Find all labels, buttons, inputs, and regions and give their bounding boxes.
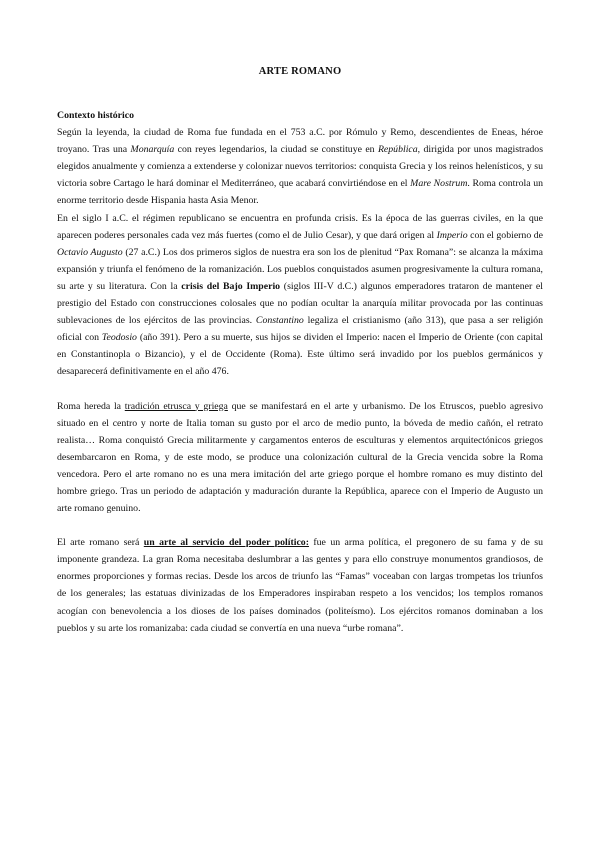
- emphasis-mare-nostrum: Mare Nostrum: [410, 178, 468, 190]
- paragraph-historical-context-1: [57, 124, 543, 209]
- text-run: Roma hereda la: [57, 400, 125, 412]
- emphasis-teodosio: Teodosio: [101, 332, 137, 344]
- bold-crisis-bajo-imperio: crisis del Bajo Imperio: [181, 280, 281, 292]
- text-run: . Roma controla un enorme territorio desde Hispania hasta Asia Menor.: [57, 178, 544, 207]
- paragraph-historical-context-2: [57, 210, 543, 381]
- text-run: que se manifestará en el arte y urbanismo. De los Etruscos, pueblo agresivo situado en el centro y norte de Italia toman su gusto por el arco de medio punto, la bóveda de medio cañón, el retrato realista… Roma conquistó Grecia militarmente y cargamentos enteros de esculturas y elementos arquitectónicos griegos desembarcaron en Roma, y de este modo, se produce una colonización cultural de la Grecia vencida sobre la Roma vencedora. Pero el arte romano no es una mera imitación del arte griego porque el hombre romano es muy distinto del hombre griego. Tras un periodo de adaptación y maduración durante la República, aparece con el Imperio de Augusto un arte romano genuino.: [57, 400, 543, 515]
- text-run: (27 a.C.) Los dos primeros siglos de nuestra era son los de plenitud “Pax Romana”: se alcanza la máxima expansión y triunfa el fenómeno de la romanización. Los pueblos conquistados asumen progresivamente la cultura romana, su arte y su literatura. Con la: [57, 246, 543, 292]
- text-run: con el gobierno de: [467, 229, 543, 241]
- text-run: Según la leyenda, la ciudad de Roma fue fundada en el 753 a.C. por Rómulo y Remo, descendientes de Eneas, héroe troyano. Tras una: [57, 127, 543, 156]
- text-run: fue un arma política, el pregonero de su fama y de su imponente grandeza. La gran Roma necesitaba deslumbrar a las gentes y para ello construye monumentos grandiosos, de enormes proporciones y formas recias. Desde los arcos de triunfo las “Famas” voceaban con largas trompetas los triunfos de los generales; las estatuas divinizadas de los Emperadores inspiraban respeto a los vencidos; los templos romanos acogían con benevolencia a los dioses de los países dominados (politeísmo). Los ejércitos romanos dominaban a los pueblos y su arte los romanizaba: cada ciudad se convertía en una nueva “urbe romana”.: [57, 537, 543, 634]
- emphasis-monarquia: Monarquía: [130, 144, 175, 156]
- underlined-tradicion: tradición etrusca y griega: [124, 400, 228, 412]
- text-run: (año 391). Pero a su muerte, sus hijos se dividen el Imperio: nacen el Imperio de Oriente (con capital en Constantinopla o Bizancio), y el de Occidente (Roma). Este último será invadido por los pueblos germánicos y desaparecerá definitivamente en el año 476.: [57, 332, 543, 378]
- text-run: El arte romano será: [57, 537, 144, 549]
- emphasis-republica: República: [377, 144, 418, 156]
- document-body: [57, 107, 543, 637]
- text-run: , dirigida por unos magistrados elegidos anualmente y comienza a extenderse y colonizar nuevos territorios: conquista Grecia y los reinos helenísticos, y su victoria sobre Cartago le hará dominar el Mediterráneo, que acabará convirtiéndose en el: [57, 144, 544, 190]
- text-run: En el siglo I a.C. el régimen republicano se encuentra en profunda crisis. Es la época de las guerras civiles, en la que aparecen poderes personales cada vez más fuertes (como el de Julio Cesar), y que dará origen al: [57, 212, 543, 241]
- section-heading: Contexto histórico: [57, 110, 135, 121]
- emphasis-constantino: Constantino: [255, 315, 304, 327]
- emphasis-imperio: Imperio: [436, 229, 468, 241]
- text-run: (siglos III-V d.C.) algunos emperadores trataron de mantener el prestigio del Estado con construcciones colosales que no podían ocultar la anarquía militar provocada por las continuas sublevaciones de los ejércitos de las provincias.: [57, 280, 544, 327]
- bold-underlined-political-art: un arte al servicio del poder político:: [143, 537, 309, 549]
- paragraph-tradition: [57, 398, 543, 518]
- emphasis-octavio-augusto: Octavio Augusto: [57, 246, 123, 258]
- page-title: ARTE ROMANO: [258, 66, 342, 77]
- text-run: legaliza el cristianismo (año 313), que pasa a ser religión oficial con: [57, 315, 543, 344]
- text-run: con reyes legendarios, la ciudad se constituye en: [174, 144, 378, 156]
- paragraph-political-art: [57, 534, 543, 637]
